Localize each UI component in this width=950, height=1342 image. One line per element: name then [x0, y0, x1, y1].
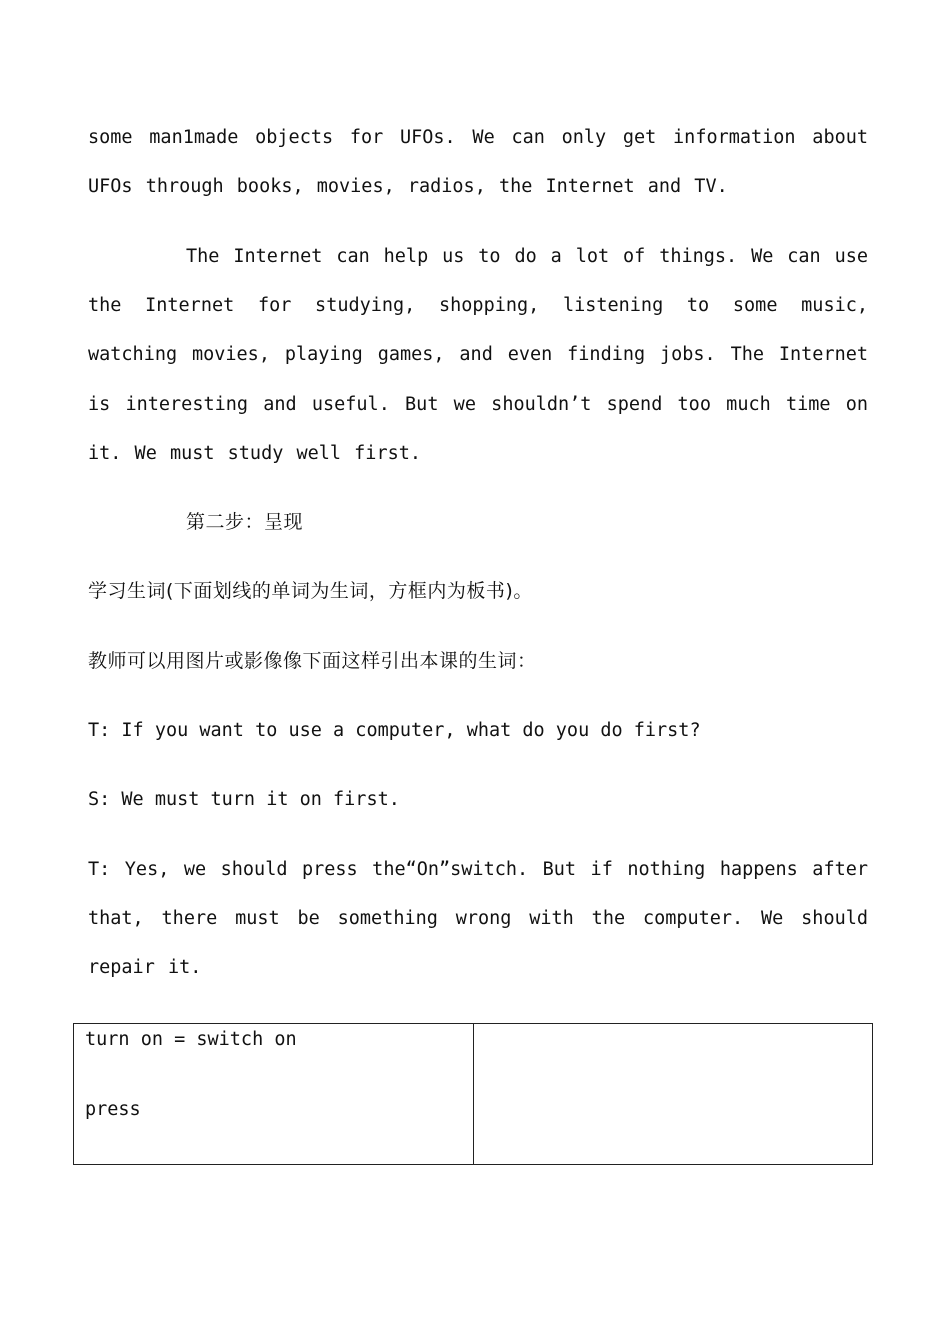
dialogue-student-1: S: We must turn it on first.: [88, 789, 400, 810]
board-cell-right: [473, 1024, 873, 1165]
paragraph-ufo: some man1made objects for UFOs. We can only get information about UFOs through books, movies, radios, the Internet and TV.: [88, 127, 868, 198]
blackboard-table: [73, 1023, 873, 1165]
board-phrase-turn-on: turn on = switch on: [85, 1029, 297, 1050]
paragraph-internet: The Internet can help us to do a lot of things. We can use the Internet for studying, shopping, listening to some music, watching movies, playing games, and even finding jobs. The Internet is interesting and useful. But we shouldn’t spend too much time on it. We must study well first.: [88, 246, 868, 464]
vocab-intro: 学习生词(下面划线的单词为生词，方框内为板书)。: [88, 580, 533, 602]
dialogue-teacher-1: T: If you want to use a computer, what do you do first?: [88, 720, 701, 741]
dialogue-teacher-2: T: Yes, we should press the“On”switch. But if nothing happens after that, there must be something wrong with the computer. We should repair it.: [88, 859, 868, 979]
board-word-press: press: [85, 1099, 141, 1120]
step-heading: 第二步：呈现: [186, 511, 304, 533]
board-cell-left: [74, 1024, 474, 1165]
teacher-intro: 教师可以用图片或影像像下面这样引出本课的生词：: [88, 650, 537, 672]
